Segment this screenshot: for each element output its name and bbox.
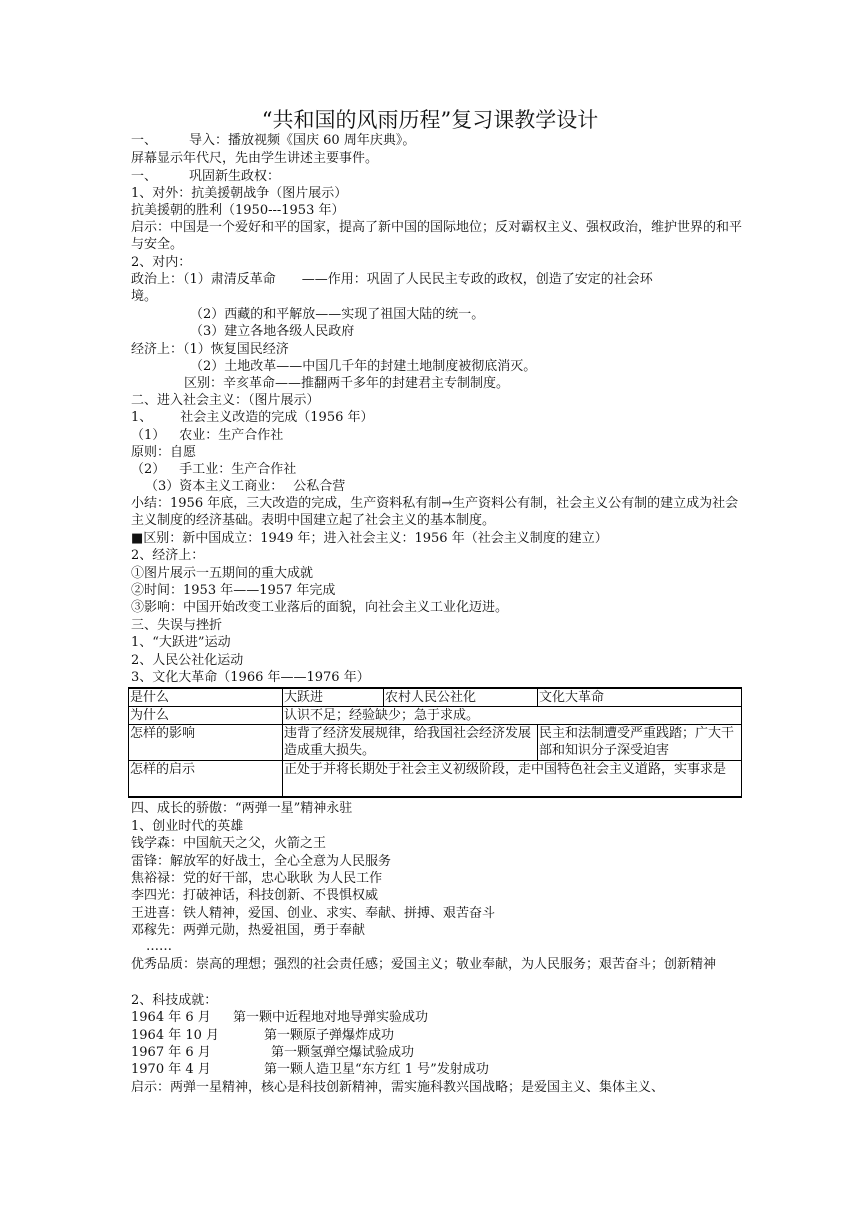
text-line: 钱学森：中国航天之父，火箭之王: [131, 836, 327, 851]
section-heading: 二、进入社会主义：（图片展示）: [131, 393, 320, 408]
section-heading: [131, 168, 280, 185]
item-text: （3）资本主义工商业：: [145, 479, 284, 494]
table-cell: 农村人民公社化: [384, 688, 538, 707]
intro-line-2: 屏幕显示年代尺，先由学生讲述主要事件。: [131, 151, 379, 166]
text-line: [131, 427, 283, 444]
text-line: [145, 478, 345, 495]
politics-item: 政治上：（1）肃清反革命: [131, 272, 276, 287]
intro-text: 导入：播放视频《国庆 60 周年庆典》。: [189, 133, 416, 148]
section-title: 巩固新生政权：: [189, 169, 281, 184]
comparison-table: [128, 687, 742, 798]
text-line: 1、对外：抗美援朝战争（图片展示）: [131, 186, 348, 201]
text-line: 经济上：（1）恢复国民经济: [131, 342, 289, 357]
timeline-text: 第一颗中近程地对地导弹实验成功: [233, 1010, 429, 1025]
table-cell: 怎样的影响: [129, 725, 283, 761]
table-row: [129, 707, 742, 725]
text-line: ②时间：1953 年——1957 年完成: [131, 583, 336, 598]
item-number: （1）: [131, 428, 166, 443]
text-line: ③影响：中国开始改变工业落后的面貌，向社会主义工业化迈进。: [131, 600, 509, 615]
section-number: 一、: [131, 133, 158, 148]
item-text: 公私合营: [293, 479, 346, 494]
text-line: 王进喜：铁人精神，爱国、创业、求实、奉献、拼搏、艰苦奋斗: [131, 906, 496, 921]
text-line: 抗美援朝的胜利（1950---1953 年）: [131, 203, 345, 218]
timeline-text: 第一颗氢弹空爆试验成功: [271, 1045, 415, 1060]
timeline-date: 1964 年 6 月: [131, 1010, 211, 1025]
text-line: [131, 461, 296, 478]
text-line: 2、对内：: [131, 255, 192, 270]
section-heading: 三、失误与挫折: [131, 618, 223, 633]
text-line: 2、经济上：: [131, 548, 205, 563]
text-line: （2）土地改革——中国几千年的封建土地制度被彻底消灭。: [190, 359, 537, 374]
item-text: 手工业：生产合作社: [179, 462, 297, 477]
table-cell: 正处于并将长期处于社会主义初级阶段，走中国特色社会主义道路，实事求是: [283, 761, 742, 798]
table-cell: 认识不足；经验缺少；急于求成。: [283, 707, 742, 725]
timeline-date: 1970 年 4 月: [131, 1062, 211, 1077]
section-number: 一、: [131, 169, 158, 184]
text-line: ①图片展示一五期间的重大成就: [131, 566, 314, 581]
text-line: 2、人民公社化运动: [131, 653, 244, 668]
item-number: 1、: [131, 410, 153, 425]
table-cell: 大跃进: [283, 688, 384, 707]
table-cell: 文化大革命: [538, 688, 742, 707]
item-number: （2）: [131, 462, 166, 477]
text-line: [131, 409, 374, 426]
timeline-text: 第一颗人造卫星“东方红 1 号”发射成功: [264, 1062, 489, 1077]
table-cell: 是什么: [129, 688, 283, 707]
text-paragraph: 启示：中国是一个爱好和平的国家，提高了新中国的国际地位；反对霸权主义、强权政治，维护世界的和平与安全。: [131, 220, 743, 252]
text-line: 原则：自愿: [131, 445, 197, 460]
text-line: 李四光：打破神话，科技创新、不畏惧权威: [131, 888, 379, 903]
ellipsis: ……: [146, 939, 172, 954]
text-paragraph: 优秀品质：崇高的理想；强烈的社会责任感；爱国主义；敬业奉献，为人民服务；艰苦奋斗；创新精神: [131, 957, 717, 972]
table-cell: 为什么: [129, 707, 283, 725]
text-line: 区别：辛亥革命——推翻两千多年的封建君主专制制度。: [184, 376, 510, 391]
timeline-date: 1964 年 10 月: [131, 1028, 220, 1043]
text-line: 启示：两弹一星精神，核心是科技创新精神，需实施科教兴国战略；是爱国主义、集体主义、: [131, 1080, 665, 1095]
text-line: ■区别：新中国成立：1949 年；进入社会主义：1956 年（社会主义制度的建立）: [131, 531, 608, 546]
text-line: 3、文化大革命（1966 年——1976 年）: [131, 670, 370, 685]
timeline-text: 第一颗原子弹爆炸成功: [264, 1028, 395, 1043]
text-line: 1、创业时代的英雄: [131, 819, 244, 834]
table-cell: 民主和法制遭受严重践踏；广大干部和知识分子深受迫害: [538, 725, 742, 761]
text-line: 境。: [131, 289, 158, 304]
table-cell: 怎样的启示: [129, 761, 283, 798]
table-cell: 违背了经济发展规律，给我国社会经济发展造成重大损失。: [283, 725, 538, 761]
intro-line: [131, 132, 415, 149]
text-line: 邓稼先：两弹元勋，热爱祖国，勇于奉献: [131, 923, 366, 938]
text-line: [131, 271, 653, 288]
table-row: [129, 688, 742, 707]
politics-effect: ——作用：巩固了人民民主专政的政权，创造了安定的社会环: [301, 272, 653, 287]
table-row: [129, 761, 742, 798]
table-row: [129, 725, 742, 761]
text-line: 焦裕禄：党的好干部，忠心耿耿 为人民工作: [131, 871, 383, 886]
text-line: 2、科技成就：: [131, 993, 218, 1008]
item-text: 社会主义改造的完成（1956 年）: [180, 410, 374, 425]
timeline-date: 1967 年 6 月: [131, 1045, 211, 1060]
section-heading: 四、成长的骄傲：“两弹一星”精神永驻: [131, 801, 353, 816]
document-title: “共和国的风雨历程”复习课教学设计: [261, 108, 599, 132]
item-text: 农业：生产合作社: [179, 428, 284, 443]
text-line: 雷锋：解放军的好战士，全心全意为人民服务: [131, 854, 392, 869]
text-paragraph: 小结：1956 年底，三大改造的完成，生产资料私有制→生产资料公有制，社会主义公有制的建立成为社会主义制度的经济基础。表明中国建立起了社会主义的基本制度。: [131, 496, 739, 528]
text-line: 1、“大跃进”运动: [131, 635, 231, 650]
text-line: （2）西藏的和平解放——实现了祖国大陆的统一。: [190, 307, 485, 322]
text-line: （3）建立各地各级人民政府: [190, 324, 355, 339]
